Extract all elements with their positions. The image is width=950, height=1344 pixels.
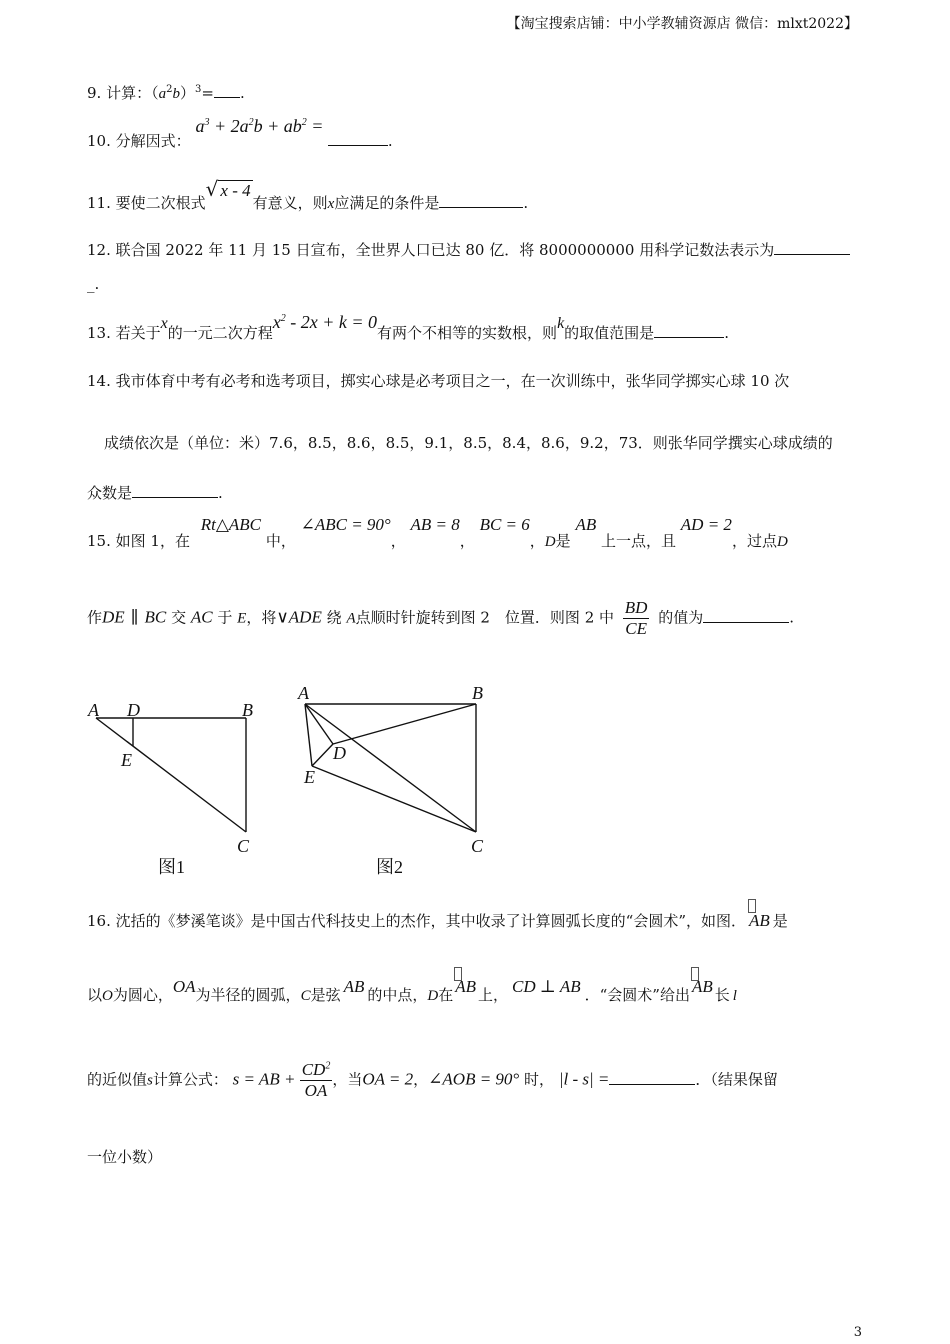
q13-mid: 的一元二次方程 [167,324,273,342]
q12-text: 联合国 2022 年 11 月 15 日宣布，全世界人口已达 80 亿．将 8000000000 用科学记数法表示为 [115,241,775,259]
q16-arc-label-2: AB [455,977,477,996]
q15-p1: 如图 1，在 [115,532,190,550]
q11-end: . [523,194,529,212]
fig2-label-b: B [472,683,483,703]
q15-answer-blank[interactable] [703,621,789,623]
question-15-line1: 15. 如图 1，在 Rt△ABC 中， ∠ABC = 90°， AB = 8， BC = 6，D是 AB 上一点，且 AD = 2，过点D [87,515,788,550]
q16-l3a: 的近似值 [87,1070,148,1089]
fig2-label-e: E [304,767,315,787]
q15-a: A [346,610,356,627]
q10-b-ab: b + ab [253,116,302,136]
q10-e3: 3 [204,117,210,128]
q16-frac-num-text: CD [301,1060,326,1079]
q16-l: l [732,988,737,1004]
fig1-label-b: B [242,700,253,720]
arc-mark-icon [748,899,756,913]
q15-zhong: 中， [265,532,296,550]
q16-frac-den: OA [304,1081,328,1100]
q9-b: b [172,86,180,102]
arc-ab-3 [692,977,713,997]
q12-answer-blank[interactable] [774,253,850,255]
question-16-line2 [87,976,737,1004]
q16-shi: 是 [772,912,788,930]
q12-continuation: _. [87,275,100,293]
q16-s: s [147,1072,153,1089]
question-11 [87,177,529,212]
figure-2 [305,704,476,832]
q11-x: x [327,196,335,212]
arc-mark-icon [691,967,699,981]
fig1-label-e: E [121,750,132,770]
q15-d: D [544,534,556,550]
q15-number: 15. [87,532,111,550]
q15-ad: AD = 2 [680,515,732,534]
fig1-label-a: A [88,700,99,720]
q15-guo: ，过点 [731,532,777,550]
page-number: 3 [853,1325,862,1340]
q16-c: C [300,988,311,1004]
fig1-caption: 图1 [158,857,185,877]
fig1-label-d: D [127,700,140,720]
q16-l2d: 是弦 [310,986,341,1004]
fig1-line-ac [96,718,246,832]
q13-eq-x: x [272,312,281,332]
q10-end: . [387,132,393,150]
q15-rt: Rt△ABC [200,515,262,534]
q15-shang: 上一点，且 [601,532,677,550]
question-15-line2 [87,598,794,639]
q16-d: D [427,988,439,1004]
fig2-line-db [333,704,476,744]
figure-1 [96,718,246,832]
q15-frac-den: CE [625,619,647,638]
q10-expr [195,116,327,136]
q15-de: DE [102,607,125,627]
sqrt-radical: √ [205,177,219,201]
header-banner: 【淘宝搜索店铺：中小学教辅资源店 微信：mlxt2022】 [506,16,858,32]
q15-ac: AC [190,607,213,627]
q13-eq-rest: - 2x + k = 0 [285,312,378,332]
q10-e2b: 2 [301,117,307,128]
q15-figures [80,680,520,880]
question-14-line3 [87,482,223,503]
fig2-line-de [312,744,333,766]
q16-l2g: 上， [478,986,509,1004]
q15-bc: BC = 6 [479,515,530,534]
question-16-line1 [87,910,788,931]
q16-l2a: 以 [87,986,103,1004]
q9-a: a [158,86,167,102]
q11-answer-blank[interactable] [439,206,523,208]
q13-number: 13. [87,324,111,342]
q9-number: 9. [87,84,102,102]
q13-mid2: 有两个不相等的实数根，则 [377,324,558,342]
q15-shi: 是 [555,532,571,550]
q16-arc-label: AB [748,911,770,930]
q15-point-d: D [776,534,788,550]
q16-formula-fraction [300,1060,333,1101]
q16-answer-blank[interactable] [609,1083,695,1085]
q15-fraction [623,598,650,639]
q9-exp2: 2 [166,84,173,95]
q10-lead: 分解因式： [115,132,191,150]
q15-zhi: 的值为 [658,608,704,627]
q13-k: k [557,315,565,332]
q16-frac-num [300,1060,333,1081]
q15-tri: ∨ADE [276,607,322,627]
q15-yu: 于 [217,608,233,627]
q11-mid: 有意义，则 [252,194,328,212]
q16-l3d: 时， [524,1070,555,1089]
q12-number: 12. [87,241,111,259]
q11-tail: 应满足的条件是 [334,194,440,212]
q16-l3b: 计算公式： [152,1070,228,1089]
q16-ab: AB [343,977,365,996]
q16-l3e: ．（结果保留 [695,1070,778,1089]
q10-answer-blank[interactable] [328,144,388,146]
q16-cd-ab: CD ⊥ AB [512,977,581,996]
question-14-line2: 成绩依次是（单位：米）7.6，8.5，8.6，8.5，9.1，8.5，8.4，8.6，9.2，73．则张华同学撰实心球成绩的 [104,434,833,452]
q13-end: . [724,324,729,342]
q16-l2i: 长 [714,986,730,1004]
q16-l2c: 为半径的圆弧， [195,986,301,1004]
q10-plus2a: + 2a [209,116,249,136]
q14-line3: 众数是 [87,484,133,502]
fig2-caption: 图2 [376,857,403,877]
q9-answer-blank[interactable] [214,96,240,98]
q15-jiao: 交 [171,608,187,627]
q10-eq: = [306,116,328,136]
q9-close: ） [179,84,195,102]
q14-answer-blank[interactable] [132,496,218,498]
arc-ab-2 [455,977,476,997]
q15-zuo: 作 [87,608,103,627]
q16-number: 16. [87,912,111,930]
q16-formula-lhs: s = AB + [232,1069,300,1089]
question-12 [87,239,850,260]
q13-answer-blank[interactable] [654,336,724,338]
fig2-label-d: D [333,743,346,763]
q16-line1: 沈括的《梦溪笔谈》是中国古代科技史上的杰作，其中收录了计算圆弧长度的“会圆术”，如图． [115,912,746,930]
question-16-line3: 的近似值s计算公式： s = AB + $\frac{CD^2}{OA}$ ，当OA = 2，∠AOB = 90° 时， |l - s| = ．（结果保留 [87,1060,778,1100]
q16-l2e: 的中点， [367,986,428,1004]
q9-end: . [239,84,245,102]
q15-jiang: ，将 [246,608,277,627]
q15-parallel: ∥ [130,607,139,627]
q16-oa: OA [172,977,196,996]
fig2-line-ac [305,704,476,832]
q14-end: . [218,484,223,502]
q15-e: E [237,610,247,627]
question-9 [87,82,245,103]
q15-rao: 绕 [326,608,342,627]
q16-l2f: 在 [438,986,454,1004]
q13-equation [273,312,377,332]
question-10 [87,116,393,150]
q16-oa2: OA = 2 [362,1069,414,1089]
q9-eq: = [201,84,214,102]
q15-frac-num: BD [624,598,648,617]
q15-bc2: BC [144,607,167,627]
q11-number: 11. [87,194,111,212]
q13-x: x [160,315,168,332]
q16-o: O [102,988,113,1004]
q16-l2b: 为圆心， [112,986,173,1004]
q16-angle: ∠AOB = 90° [428,1069,520,1089]
fig2-line-ec [312,766,476,832]
q10-a: a [195,116,205,136]
q15-ab2: AB [575,515,597,534]
question-14-line1 [87,370,789,391]
q13-e2: 2 [280,313,286,324]
q15-angle: ∠ABC = 90° [300,515,391,534]
q16-arc-label-3: AB [691,977,713,996]
q11-radicand: x - 4 [220,181,251,200]
arc-ab-1 [749,911,770,931]
q16-frac-num-exp: 2 [325,1060,331,1072]
q11-lead: 要使二次根式 [115,194,206,212]
q15-end: . [789,608,795,627]
q15-ab: AB = 8 [410,515,460,534]
q15-rot: 点顺时针旋转到图 2 位置．则图 2 中 [355,608,615,627]
q10-number: 10. [87,132,111,150]
fig2-label-a: A [298,683,309,703]
q10-e2: 2 [248,117,254,128]
q13-lead: 若关于 [115,324,161,342]
fig2-label-c: C [471,836,484,856]
q14-line1: 我市体育中考有必考和选考项目，掷实心球是必考项目之一，在一次训练中，张华同学掷实心球 10 次 [115,372,790,390]
q14-number: 14. [87,372,111,390]
question-13 [87,310,729,342]
arc-mark-icon [454,967,462,981]
q16-l3c: ，当 [332,1070,363,1089]
q16-abs: |l - s| = [558,1069,610,1089]
q16-l2h: ．“会圆术”给出 [584,986,690,1004]
q9-lead: 计算：（ [106,84,159,102]
q13-tail: 的取值范围是 [564,324,655,342]
fig1-label-c: C [237,836,250,856]
q9-exp3: 3 [195,84,202,95]
question-16-line4: 一位小数） [87,1148,163,1166]
